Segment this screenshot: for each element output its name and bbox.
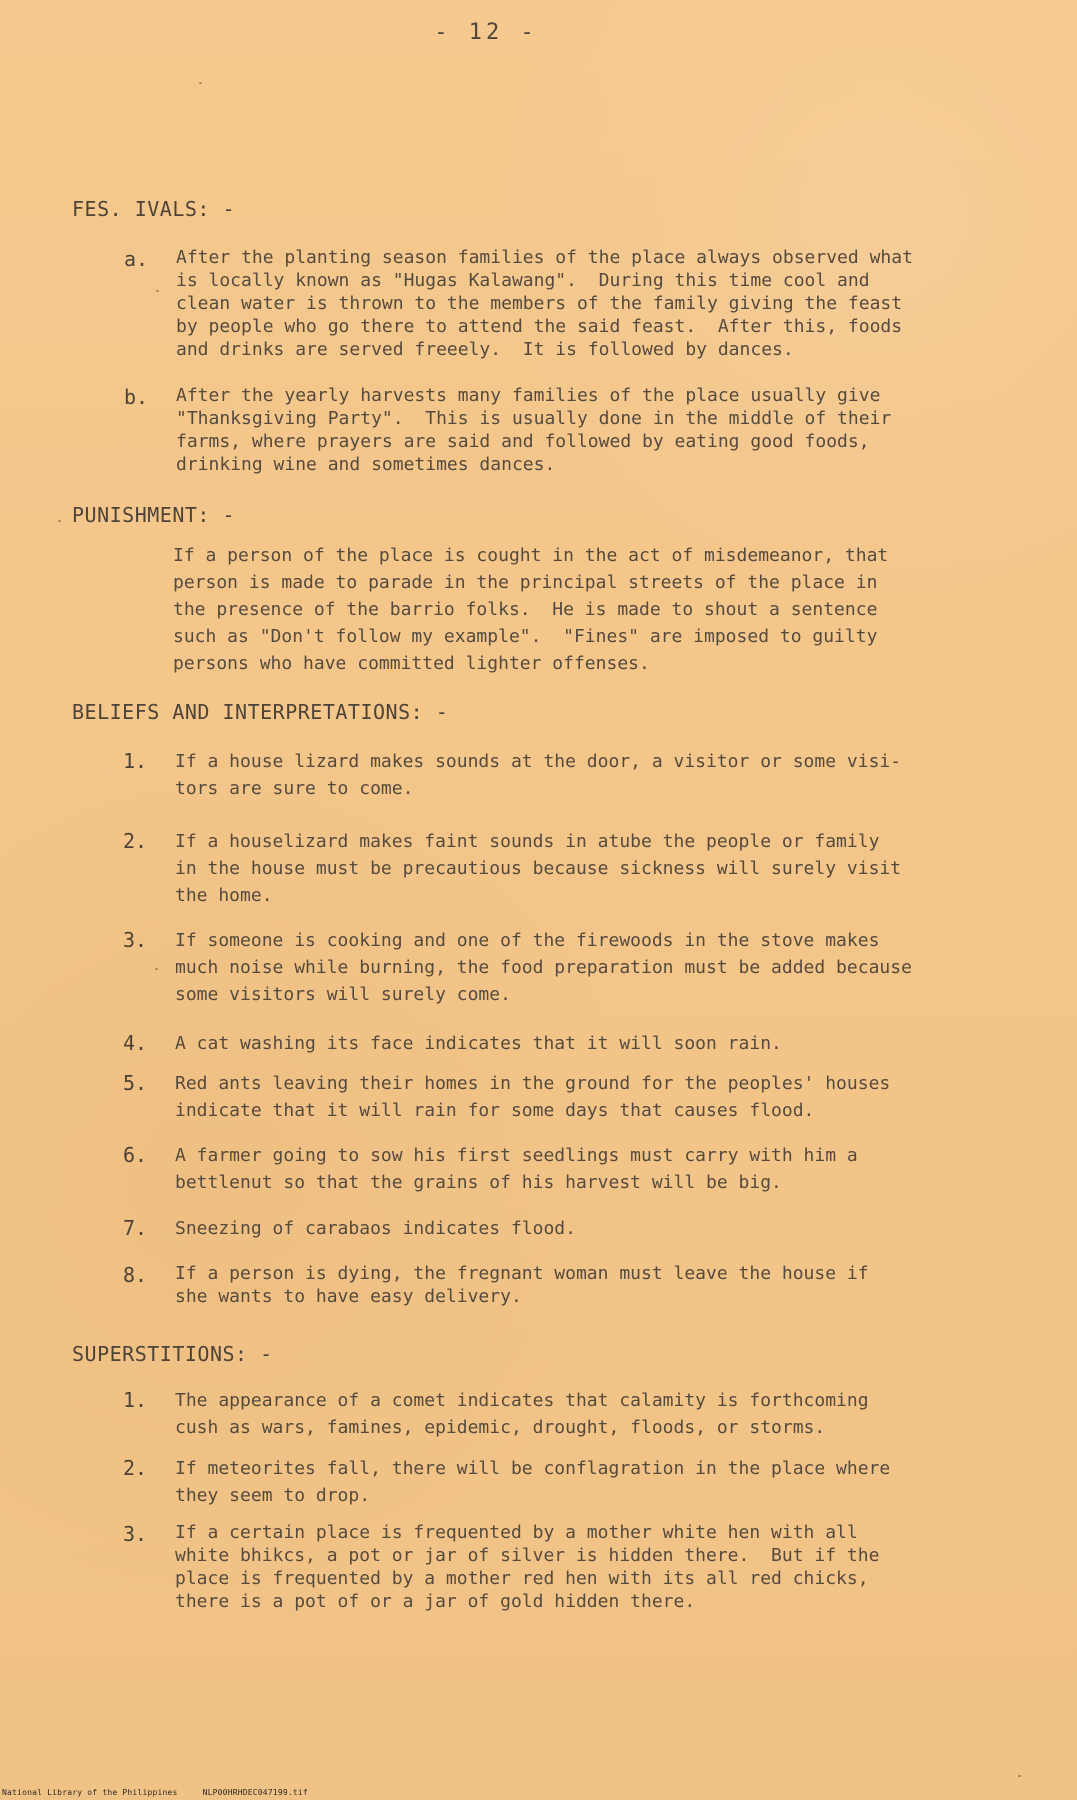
belief-text-6: A farmer going to sow his first seedlings must carry with him a bettlenut so that the grains of his harvest will be big. [175, 1145, 858, 1193]
belief-marker-3: 3. [123, 928, 148, 952]
festival-text-b: After the yearly harvests many families of the place usually give "Thanksgiving Party". This is usually done in the middle of their farms, where prayers are said and followed by eating good foods, drinking wine and sometimes dances. [176, 385, 892, 475]
belief-item-8 [123, 1262, 869, 1308]
festivals-heading: FES. IVALS: - [72, 197, 236, 221]
belief-text-7: Sneezing of carabaos indicates flood. [175, 1218, 576, 1239]
superstition-marker-2: 2. [123, 1456, 148, 1480]
belief-text-4: A cat washing its face indicates that it will soon rain. [175, 1033, 782, 1054]
punishment-heading: PUNISHMENT: - [72, 503, 236, 527]
punishment-paragraph: If a person of the place is cought in the act of misdemeanor, that person is made to parade in the principal streets of the place in the presence of the barrio folks. He is made to shout a sentence such as "Don't follow my example". "Fines" are imposed to guilty persons who have committed lighter offenses. [173, 545, 889, 674]
festival-marker-a: a. [124, 247, 149, 271]
belief-marker-1: 1. [123, 749, 148, 773]
superstition-text-1: The appearance of a comet indicates that calamity is forthcoming cush as wars, famines, epidemic, drought, floods, or storms. [175, 1390, 869, 1438]
belief-item-7 [123, 1215, 576, 1242]
superstitions-heading: SUPERSTITIONS: - [72, 1342, 273, 1366]
belief-item-1 [123, 748, 901, 802]
belief-text-3: If someone is cooking and one of the firewoods in the stove makes much noise while burning, the food preparation must be added because some visitors will surely come. [175, 930, 912, 1005]
belief-item-5 [123, 1070, 890, 1124]
page-number: - 12 - [434, 20, 538, 45]
scan-footer [2, 1788, 308, 1798]
paper-speck [58, 520, 61, 522]
superstition-text-2: If meteorites fall, there will be conflagration in the place where they seem to drop. [175, 1458, 891, 1506]
paper-speck [1018, 1775, 1021, 1777]
library-credit: National Library of the Philippines [2, 1788, 178, 1797]
superstition-marker-3: 3. [123, 1522, 148, 1546]
belief-text-1: If a house lizard makes sounds at the door, a visitor or some visi- tors are sure to come. [175, 751, 902, 799]
superstition-item-1 [123, 1387, 869, 1441]
superstition-marker-1: 1. [123, 1388, 148, 1412]
belief-marker-5: 5. [123, 1071, 148, 1095]
belief-text-5: Red ants leaving their homes in the ground for the peoples' houses indicate that it will rain for some days that causes flood. [175, 1073, 891, 1121]
paper-speck [155, 968, 158, 970]
paper-speck [156, 290, 159, 292]
belief-marker-8: 8. [123, 1263, 148, 1287]
belief-text-2: If a houselizard makes faint sounds in atube the people or family in the house must be precautious because sickness will surely visit the home. [175, 831, 902, 906]
belief-item-3 [123, 927, 912, 1008]
beliefs-heading: BELIEFS AND INTERPRETATIONS: - [72, 700, 449, 724]
belief-marker-6: 6. [123, 1143, 148, 1167]
festival-text-a: After the planting season families of the place always observed what is locally known as "Hugas Kalawang". During this time cool and clean water is thrown to the members of the family giving the feast by people who go there to attend the said feast. After this, foods and drinks are served freeely. It is followed by dances. [176, 247, 913, 360]
paper-speck [199, 82, 202, 84]
belief-item-6 [123, 1142, 858, 1196]
scan-file-id: NLP00HRHDEC047199.tif [202, 1788, 308, 1797]
belief-marker-4: 4. [123, 1031, 148, 1055]
superstition-text-3: If a certain place is frequented by a mother white hen with all white bhikcs, a pot or jar of silver is hidden there. But if the place is frequented by a mother red hen with its all red chicks, there is a pot of or a jar of gold hidden there. [175, 1522, 880, 1612]
belief-marker-2: 2. [123, 829, 148, 853]
festival-item-a [124, 246, 913, 361]
superstition-item-3 [123, 1521, 879, 1613]
belief-item-4 [123, 1030, 782, 1057]
belief-text-8: If a person is dying, the fregnant woman must leave the house if she wants to have easy delivery. [175, 1263, 869, 1307]
superstition-item-2 [123, 1455, 890, 1509]
festival-marker-b: b. [124, 385, 149, 409]
belief-item-2 [123, 828, 901, 909]
belief-marker-7: 7. [123, 1216, 148, 1240]
festival-item-b [124, 384, 891, 476]
